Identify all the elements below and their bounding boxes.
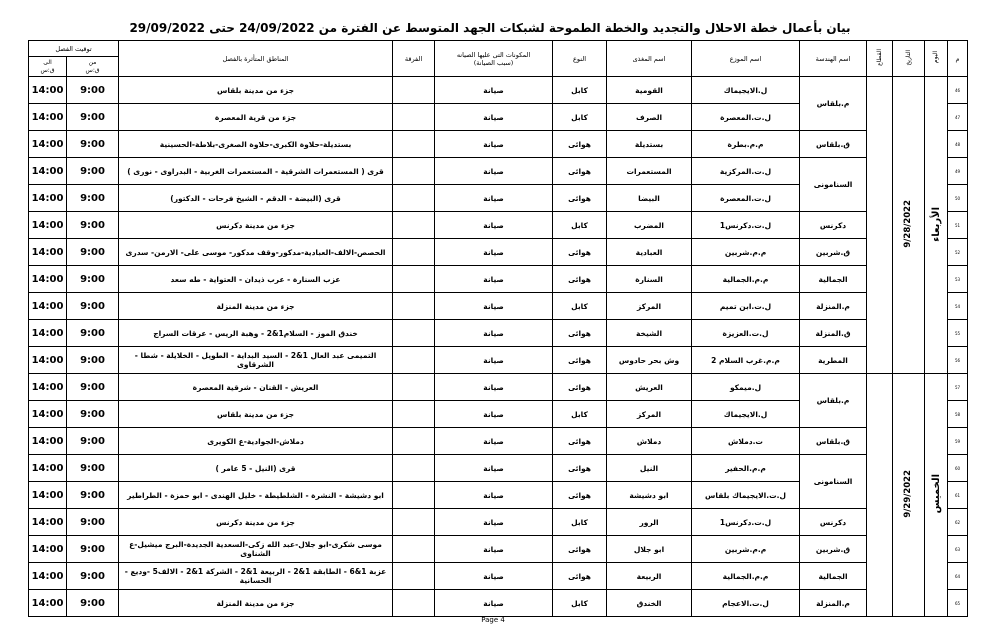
feeder-cell: المضرب [607, 212, 692, 239]
row-number-cell: 65 [948, 590, 968, 617]
feeder-cell: المركز [607, 293, 692, 320]
type-cell: كابل [553, 401, 607, 428]
components-cell: صيانة [435, 482, 553, 509]
date-cell [893, 77, 925, 374]
feeder-cell: السنارة [607, 266, 692, 293]
from-time-cell: 9:00 [67, 131, 119, 158]
areas-cell: جزء من مدينة المنزلة [119, 590, 393, 617]
row-number-cell: 51 [948, 212, 968, 239]
distributor-cell: ل.ميمكو [692, 374, 800, 401]
components-cell: صيانة [435, 428, 553, 455]
sector-cell [867, 374, 893, 617]
row-number-cell: 62 [948, 509, 968, 536]
team-cell [393, 320, 435, 347]
areas-cell: العريش - القنان - شرقية المعصرة [119, 374, 393, 401]
table-row [29, 374, 968, 401]
engineering-header: اسم الهندسة [800, 41, 867, 77]
areas-cell: قرى (النيل - 5 عامر ) [119, 455, 393, 482]
distributor-cell: ل.ت.الايجيماك بلقاس [692, 482, 800, 509]
table-row [29, 428, 968, 455]
to-time-cell: 14:00 [29, 347, 67, 374]
to-time-cell: 14:00 [29, 401, 67, 428]
feeder-cell: دملاش [607, 428, 692, 455]
from-time-cell: 9:00 [67, 239, 119, 266]
distributor-cell: م.م.غرب السلام 2 [692, 347, 800, 374]
engineering-cell: م.المنزلة [800, 590, 867, 617]
from-time-cell: 9:00 [67, 185, 119, 212]
distributor-cell: ت.دملاش [692, 428, 800, 455]
type-cell: كابل [553, 212, 607, 239]
to-time-cell: 14:00 [29, 563, 67, 590]
from-time-cell: 9:00 [67, 293, 119, 320]
type-cell: كابل [553, 293, 607, 320]
to-time-cell: 14:00 [29, 239, 67, 266]
date-label: 9/28/2022 [903, 200, 914, 248]
row-number-cell: 56 [948, 347, 968, 374]
feeder-cell: ابو جلال [607, 536, 692, 563]
team-cell [393, 266, 435, 293]
distributor-cell: م.م.الجمالية [692, 266, 800, 293]
engineering-cell: م.بلقاس [800, 374, 867, 428]
team-cell [393, 563, 435, 590]
row-number-cell: 52 [948, 239, 968, 266]
components-cell: صيانة [435, 212, 553, 239]
team-cell [393, 212, 435, 239]
date-header-label: التاريخ [904, 49, 912, 66]
page-number: Page 4 [481, 616, 505, 624]
from-time-cell: 9:00 [67, 104, 119, 131]
type-cell: هوائى [553, 482, 607, 509]
sector-header-label: القطاع [875, 49, 883, 66]
type-cell: هوائى [553, 266, 607, 293]
team-cell [393, 482, 435, 509]
components-cell: صيانة [435, 104, 553, 131]
team-cell [393, 536, 435, 563]
components-cell: صيانة [435, 509, 553, 536]
components-header-sub: (سبب الصيانة) [473, 58, 514, 67]
date-header [893, 41, 925, 77]
type-cell: كابل [553, 509, 607, 536]
row-number-cell: 49 [948, 158, 968, 185]
team-cell [393, 293, 435, 320]
engineering-cell: م.بلقاس [800, 77, 867, 131]
components-cell: صيانة [435, 185, 553, 212]
day-header-label: اليوم [932, 51, 940, 64]
to-time-cell: 14:00 [29, 131, 67, 158]
from-time-cell: 9:00 [67, 374, 119, 401]
team-cell [393, 185, 435, 212]
from-time-cell: 9:00 [67, 482, 119, 509]
engineering-cell: دكرنس [800, 509, 867, 536]
table-row [29, 131, 968, 158]
components-cell: صيانة [435, 131, 553, 158]
distributor-cell: م.م.بطرة [692, 131, 800, 158]
team-cell [393, 104, 435, 131]
areas-cell: قرى ( المستعمرات الشرقية - المستعمرات الغربية - البدراوى - نورى ) [119, 158, 393, 185]
row-number-cell: 59 [948, 428, 968, 455]
to-time-cell: 14:00 [29, 266, 67, 293]
engineering-cell: م.المنزلة [800, 293, 867, 320]
feeder-cell: وش بحر حادوس [607, 347, 692, 374]
team-cell [393, 77, 435, 104]
components-cell: صيانة [435, 158, 553, 185]
areas-cell: التميمى عبد العال 1&2 - السيد البداية - الطويل - الخلايلة - شطا - الشرقاوى [119, 347, 393, 374]
type-cell: هوائى [553, 158, 607, 185]
areas-cell: عزب السنارة - عرب ذيدان - العتواية - طه سعد [119, 266, 393, 293]
to-time-cell: 14:00 [29, 158, 67, 185]
row-number-cell: 55 [948, 320, 968, 347]
page-title: بيان بأعمال خطة الاحلال والتجديد والخطة الطموحة لشبكات الجهد المتوسط عن الفترة من 24/09/2022 حتى 29/09/2022 [129, 21, 851, 35]
distributor-cell: م.م.الحفير [692, 455, 800, 482]
to-header [29, 57, 67, 77]
num-header: م [948, 41, 968, 77]
team-cell [393, 347, 435, 374]
areas-cell: ابو دشيشة - النشرة - الشلطيطة - خليل الهندى - ابو حمزة - الطراطير [119, 482, 393, 509]
team-cell [393, 590, 435, 617]
row-number-cell: 48 [948, 131, 968, 158]
from-time-cell: 9:00 [67, 320, 119, 347]
to-time-cell: 14:00 [29, 428, 67, 455]
feeder-cell: المركز [607, 401, 692, 428]
engineering-cell: دكرنس [800, 212, 867, 239]
distributor-cell: ل.ت.دكرنس1 [692, 509, 800, 536]
date-label: 9/29/2022 [903, 470, 914, 518]
engineering-cell: ق.المنزلة [800, 320, 867, 347]
row-number-cell: 54 [948, 293, 968, 320]
type-cell: هوائى [553, 239, 607, 266]
areas-cell: جزء من مدينة دكرنس [119, 212, 393, 239]
team-cell [393, 401, 435, 428]
from-time-cell: 9:00 [67, 266, 119, 293]
distributor-cell: م.م.شربين [692, 239, 800, 266]
table-row [29, 293, 968, 320]
day-header [925, 41, 948, 77]
distributor-cell: ل.الايجيماك [692, 77, 800, 104]
row-number-cell: 47 [948, 104, 968, 131]
distributor-cell: م.م.شربين [692, 536, 800, 563]
from-header-label: من [88, 58, 97, 66]
to-header-label: الى [43, 58, 52, 66]
table-row [29, 590, 968, 617]
feeder-cell: الربيعة [607, 563, 692, 590]
team-cell [393, 455, 435, 482]
distributor-cell: ل.ت.المعصرة [692, 185, 800, 212]
feeder-cell: العبادية [607, 239, 692, 266]
areas-cell: جزء من مدينة بلقاس [119, 77, 393, 104]
to-time-cell: 14:00 [29, 77, 67, 104]
team-cell [393, 374, 435, 401]
day-cell [925, 77, 948, 374]
engineering-cell: السنامونى [800, 455, 867, 509]
areas-cell: جزء من مدينة بلقاس [119, 401, 393, 428]
areas-cell: جزء من قرية المعصرة [119, 104, 393, 131]
components-cell: صيانة [435, 401, 553, 428]
type-header: النوع [553, 41, 607, 77]
engineering-cell: السنامونى [800, 158, 867, 212]
maintenance-table-sheet [28, 40, 967, 611]
day-label: الخميس [930, 474, 942, 514]
type-cell: هوائى [553, 563, 607, 590]
areas-cell: عزبة 1&6 - الطابقة 1&2 - الربيعة 1&2 - الشركة 1&2 - الالف5 -وديع - الحسانية [119, 563, 393, 590]
feeder-cell: العريش [607, 374, 692, 401]
row-number-cell: 63 [948, 536, 968, 563]
row-number-cell: 46 [948, 77, 968, 104]
from-time-cell: 9:00 [67, 347, 119, 374]
type-cell: كابل [553, 77, 607, 104]
components-cell: صيانة [435, 455, 553, 482]
team-cell [393, 158, 435, 185]
table-row [29, 455, 968, 482]
to-time-cell: 14:00 [29, 104, 67, 131]
maintenance-table [28, 40, 968, 617]
table-row [29, 158, 968, 185]
engineering-cell: ق.بلقاس [800, 131, 867, 158]
to-time-cell: 14:00 [29, 536, 67, 563]
from-time-cell: 9:00 [67, 158, 119, 185]
to-time-cell: 14:00 [29, 590, 67, 617]
table-row [29, 239, 968, 266]
table-row [29, 563, 968, 590]
row-number-cell: 57 [948, 374, 968, 401]
type-cell: هوائى [553, 347, 607, 374]
from-time-cell: 9:00 [67, 509, 119, 536]
components-header-label: المكونات التى عليها الصيانه [456, 50, 531, 59]
type-cell: هوائى [553, 374, 607, 401]
table-row [29, 77, 968, 104]
to-time-cell: 14:00 [29, 482, 67, 509]
feeder-cell: النيل [607, 455, 692, 482]
type-cell: هوائى [553, 536, 607, 563]
components-cell: صيانة [435, 590, 553, 617]
from-time-cell: 9:00 [67, 428, 119, 455]
distributor-cell: ل.ت.دكرنس1 [692, 212, 800, 239]
team-cell [393, 428, 435, 455]
table-row [29, 347, 968, 374]
feeder-cell: ابو دشيشة [607, 482, 692, 509]
feeder-cell: الصرف [607, 104, 692, 131]
type-cell: كابل [553, 590, 607, 617]
components-cell: صيانة [435, 347, 553, 374]
to-time-cell: 14:00 [29, 185, 67, 212]
row-number-cell: 58 [948, 401, 968, 428]
team-cell [393, 509, 435, 536]
row-number-cell: 61 [948, 482, 968, 509]
table-row [29, 320, 968, 347]
components-cell: صيانة [435, 563, 553, 590]
components-cell: صيانة [435, 536, 553, 563]
areas-cell: خندق الموز - السلام1&2 - وهبة الريس - عرقات السراج [119, 320, 393, 347]
distributor-cell: م.م.الجمالية [692, 563, 800, 590]
engineering-cell: المطرية [800, 347, 867, 374]
areas-cell: قرى (البيضة - الدقم - الشيخ فرحات - الدكتور) [119, 185, 393, 212]
type-cell: هوائى [553, 185, 607, 212]
distributor-cell: ل.ت.الاعجام [692, 590, 800, 617]
areas-cell: موسى شكرى-ابو جلال-عبد الله زكى-السعدية الجديدة-البرج ميشيل-ع الشناوى [119, 536, 393, 563]
areas-cell: دملاش-الجوادية-ع الكويرى [119, 428, 393, 455]
type-cell: كابل [553, 104, 607, 131]
components-cell: صيانة [435, 77, 553, 104]
engineering-cell: الجمالية [800, 266, 867, 293]
table-row [29, 266, 968, 293]
to-time-cell: 14:00 [29, 374, 67, 401]
distributor-cell: ل.ت.ابن تميم [692, 293, 800, 320]
row-number-cell: 53 [948, 266, 968, 293]
type-cell: هوائى [553, 428, 607, 455]
distributor-header: اسم الموزع [692, 41, 800, 77]
row-number-cell: 64 [948, 563, 968, 590]
distributor-cell: ل.ت.العزيزة [692, 320, 800, 347]
day-label: الأربعاء [930, 206, 942, 242]
areas-cell: بستديلة-حلاوة الكبرى-حلاوة الصغرى-بلاطة-الحسينية [119, 131, 393, 158]
components-cell: صيانة [435, 239, 553, 266]
row-number-cell: 50 [948, 185, 968, 212]
team-header: الفرقة [393, 41, 435, 77]
from-header [67, 57, 119, 77]
feeder-cell: البيضا [607, 185, 692, 212]
engineering-cell: ق.شربين [800, 536, 867, 563]
from-time-cell: 9:00 [67, 212, 119, 239]
feeder-cell: الرور [607, 509, 692, 536]
type-cell: هوائى [553, 320, 607, 347]
components-cell: صيانة [435, 293, 553, 320]
to-time-cell: 14:00 [29, 455, 67, 482]
components-cell: صيانة [435, 266, 553, 293]
to-header-unit: ق:س [40, 66, 55, 74]
day-cell [925, 374, 948, 617]
components-cell: صيانة [435, 374, 553, 401]
areas-cell: الحصص-الالف-العبادية-مدكور-وقف مدكور- موسى على- الارمن- سدرى [119, 239, 393, 266]
to-time-cell: 14:00 [29, 293, 67, 320]
areas-header: المناطق المتأثرة بالفصل [119, 41, 393, 77]
feeder-cell: الخندق [607, 590, 692, 617]
feeder-cell: المستعمرات [607, 158, 692, 185]
engineering-cell: ق.شربين [800, 239, 867, 266]
time-group-header: توقيت الفصل [29, 41, 119, 57]
from-time-cell: 9:00 [67, 563, 119, 590]
row-number-cell: 60 [948, 455, 968, 482]
type-cell: هوائى [553, 131, 607, 158]
feeder-header: اسم المغذى [607, 41, 692, 77]
areas-cell: جزء من مدينة المنزلة [119, 293, 393, 320]
engineering-cell: ق.بلقاس [800, 428, 867, 455]
date-cell [893, 374, 925, 617]
feeder-cell: بستديلة [607, 131, 692, 158]
from-time-cell: 9:00 [67, 536, 119, 563]
to-time-cell: 14:00 [29, 212, 67, 239]
team-cell [393, 239, 435, 266]
feeder-cell: الشيخة [607, 320, 692, 347]
sector-header [867, 41, 893, 77]
table-row [29, 509, 968, 536]
from-time-cell: 9:00 [67, 590, 119, 617]
to-time-cell: 14:00 [29, 509, 67, 536]
areas-cell: جزء من مدينة دكرنس [119, 509, 393, 536]
type-cell: هوائى [553, 455, 607, 482]
engineering-cell: الجمالية [800, 563, 867, 590]
distributor-cell: ل.ت.المعصرة [692, 104, 800, 131]
distributor-cell: ل.الايجيماك [692, 401, 800, 428]
from-header-unit: ق:س [85, 66, 100, 74]
team-cell [393, 131, 435, 158]
components-header [435, 41, 553, 77]
from-time-cell: 9:00 [67, 401, 119, 428]
maintenance-table-body [29, 77, 968, 617]
from-time-cell: 9:00 [67, 455, 119, 482]
to-time-cell: 14:00 [29, 320, 67, 347]
components-cell: صيانة [435, 320, 553, 347]
feeder-cell: القومية [607, 77, 692, 104]
table-row [29, 536, 968, 563]
table-row [29, 212, 968, 239]
distributor-cell: ل.ت.المركزية [692, 158, 800, 185]
from-time-cell: 9:00 [67, 77, 119, 104]
sector-cell [867, 77, 893, 374]
